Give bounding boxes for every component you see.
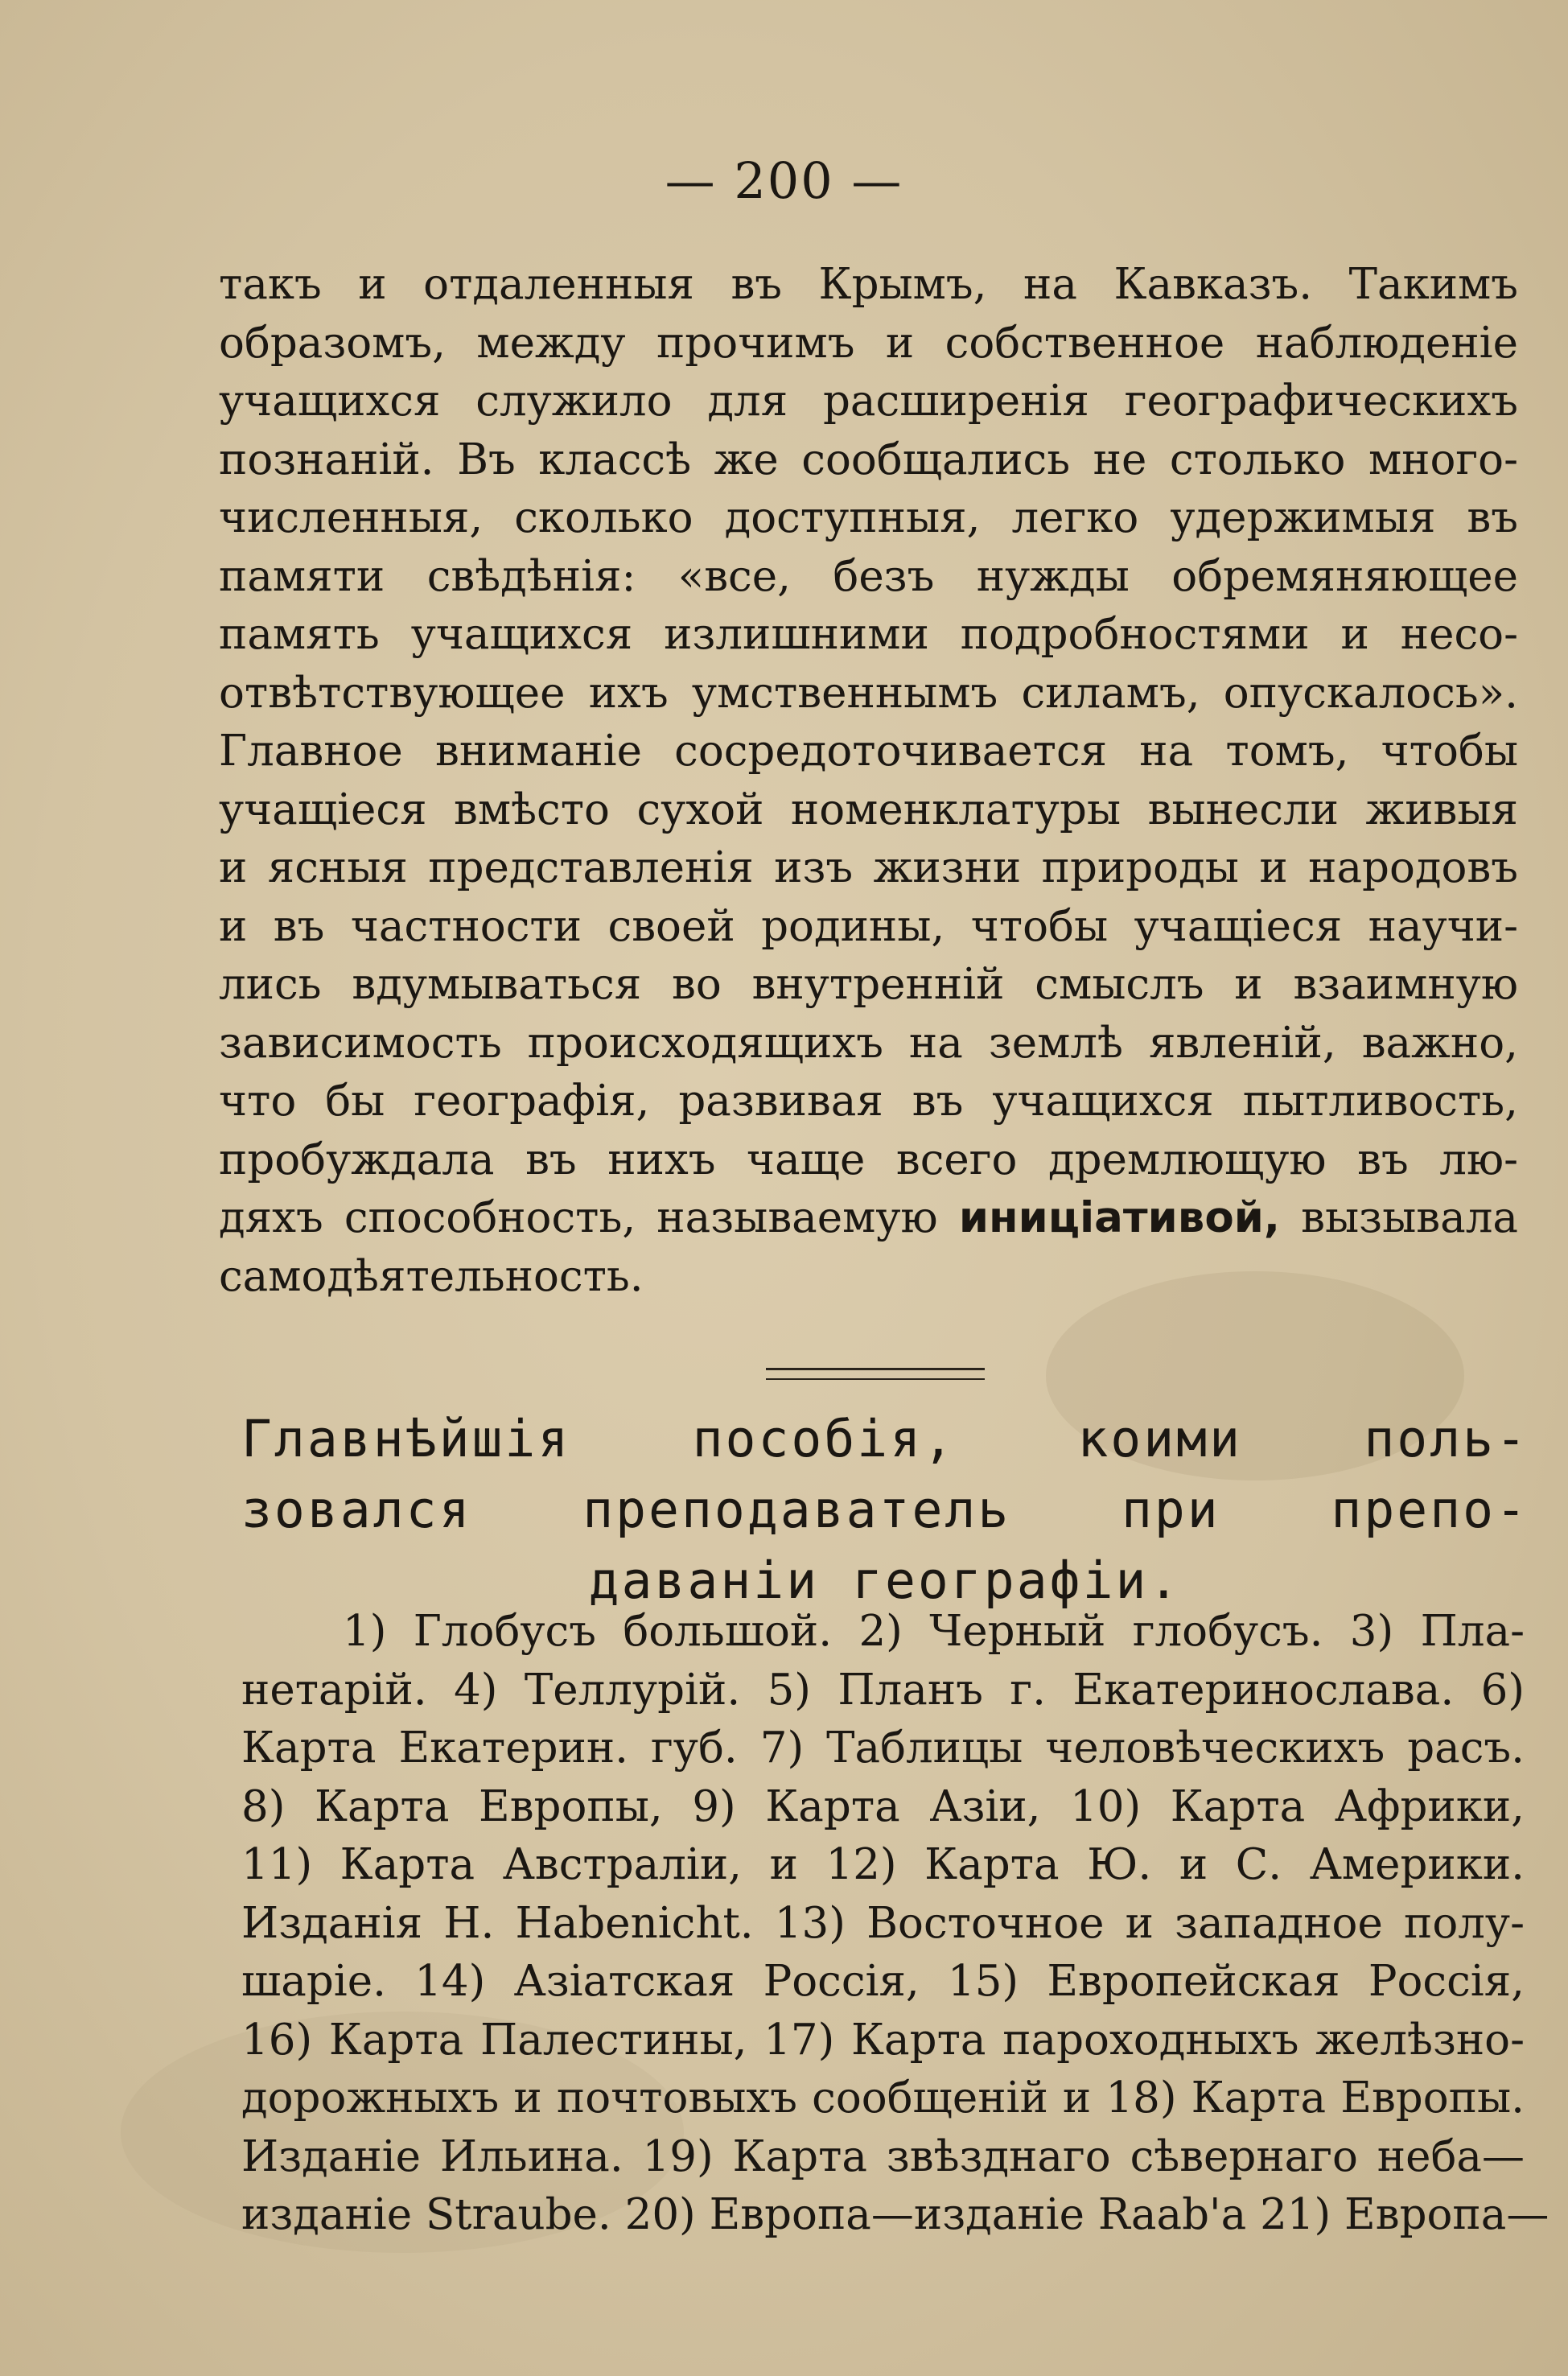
list-line: 1) Глобусъ большой. 2) Черный глобусъ. 3) Пла- — [343, 1607, 1525, 1656]
text-line: такъ и отдаленныя въ Крымъ, на Кавказъ. Такимъ — [219, 260, 1518, 309]
emphasized-term: иниціативой, — [958, 1193, 1281, 1242]
text-line: лись вдумываться во внутренній смыслъ и взаимную — [219, 960, 1518, 1009]
list-line: шаріе. 14) Азіатская Россія, 15) Европейская Россія, — [241, 1957, 1525, 2006]
resources-list — [241, 1603, 1549, 2245]
text-line-with-emphasis — [219, 1189, 1518, 1248]
heading-line: зовался преподаватель при препо- — [241, 1480, 1529, 1539]
text-line: учащихся служило для расширенія географическихъ — [219, 377, 1518, 426]
text-line: образомъ, между прочимъ и собственное наблюденіе — [219, 318, 1518, 368]
section-heading — [241, 1404, 1529, 1616]
heading-line: Главнѣйшія пособія, коими поль- — [241, 1410, 1529, 1468]
list-line: Изданія Н. Habenicht. 13) Восточное и западное полу- — [241, 1898, 1525, 1948]
text-line: и ясныя представленія изъ жизни природы и народовъ — [219, 843, 1518, 892]
list-line: дорожныхъ и почтовыхъ сообщеній и 18) Карта Европы. — [241, 2073, 1525, 2123]
section-divider — [766, 1368, 985, 1380]
list-line: изданіе Straube. 20) Европа—изданіе Raab'a 21) Европа— — [241, 2190, 1549, 2239]
page-number: — 200 — — [665, 151, 903, 210]
text-segment: дяхъ способность, называемую — [219, 1193, 938, 1242]
body-paragraph — [219, 256, 1518, 1306]
text-line: самодѣятельность. — [219, 1251, 644, 1301]
text-line: познаній. Въ классѣ же сообщались не столько много- — [219, 434, 1518, 484]
text-line: численныя, сколько доступныя, легко удержимыя въ — [219, 493, 1518, 542]
text-line: отвѣтствующее ихъ умственнымъ силамъ, опускалось». — [219, 668, 1518, 718]
text-line: память учащихся излишними подробностями и несо- — [219, 610, 1518, 659]
text-line: и въ частности своей родины, чтобы учащіеся научи- — [219, 901, 1518, 951]
text-line: Главное вниманіе сосредоточивается на томъ, чтобы — [219, 727, 1518, 776]
heading-line: даваніи географіи. — [588, 1551, 1182, 1610]
list-line: 11) Карта Австраліи, и 12) Карта Ю. и С. Америки. — [241, 1840, 1525, 1889]
text-line: пробуждала въ нихъ чаще всего дремлющую въ лю- — [219, 1134, 1518, 1184]
list-line: Карта Екатерин. губ. 7) Таблицы человѣческихъ расъ. — [241, 1723, 1525, 1773]
list-line: Изданіе Ильина. 19) Карта звѣзднаго сѣвернаго неба— — [241, 2131, 1525, 2181]
text-line: учащіеся вмѣсто сухой номенклатуры вынесли живыя — [219, 784, 1518, 834]
list-line: 16) Карта Палестины, 17) Карта пароходныхъ желѣзно- — [241, 2015, 1525, 2065]
text-segment: вызывала — [1301, 1193, 1518, 1242]
text-line: памяти свѣдѣнія: «все, безъ нужды обремяняющее — [219, 551, 1518, 601]
text-line: зависимость происходящихъ на землѣ явленій, важно, — [219, 1018, 1518, 1068]
list-line: нетарій. 4) Теллурій. 5) Планъ г. Екатеринослава. 6) — [241, 1665, 1525, 1715]
list-line: 8) Карта Европы, 9) Карта Азіи, 10) Карта Африки, — [241, 1781, 1525, 1831]
text-line: что бы географія, развивая въ учащихся пытливость, — [219, 1077, 1518, 1126]
